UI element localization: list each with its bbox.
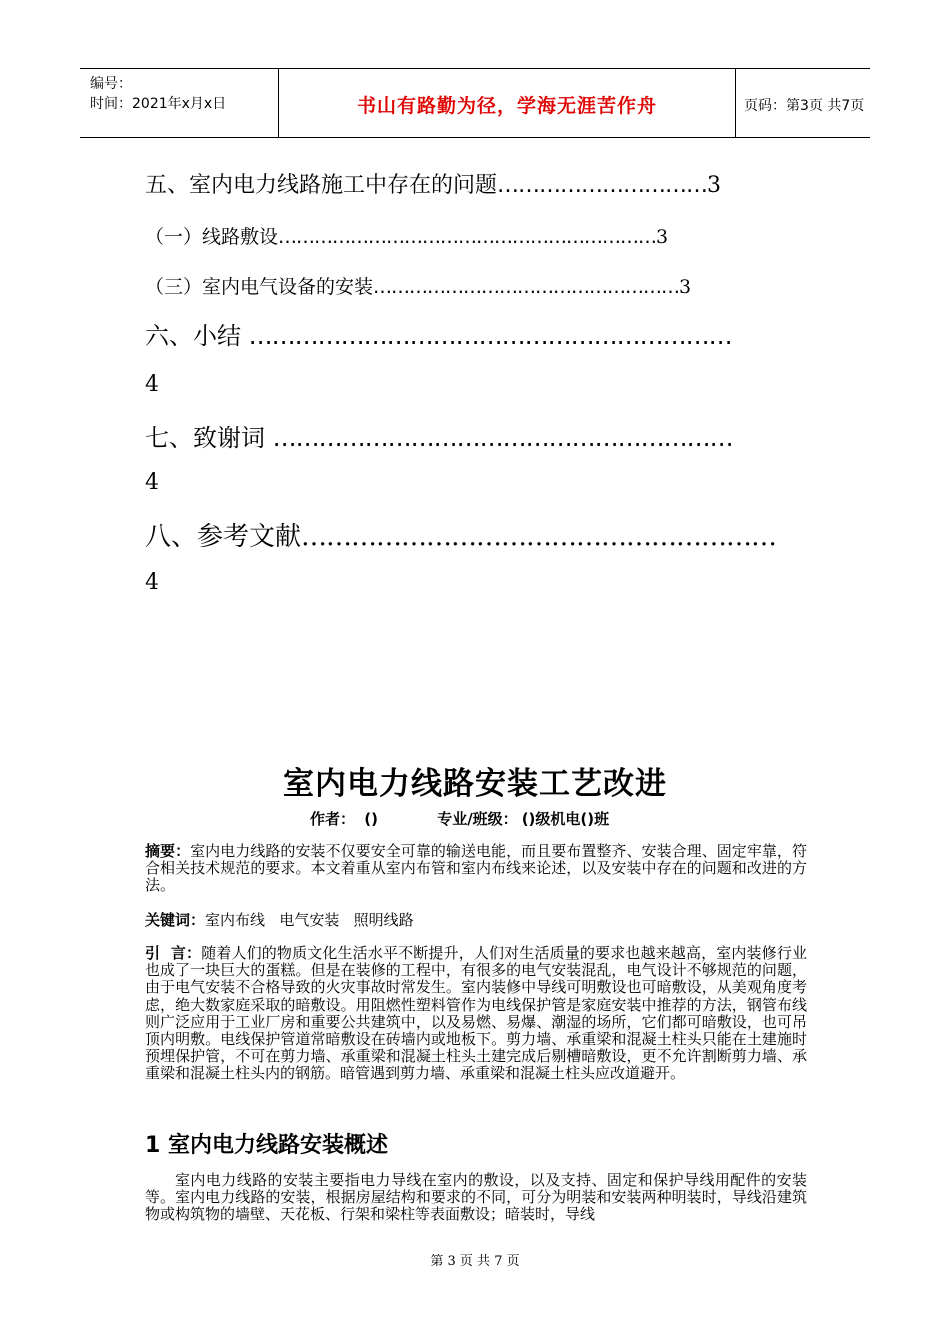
toc-leader-dots: ……………………………………………………… (278, 226, 657, 248)
toc-page-number: 4 (145, 570, 159, 595)
document-time: 时间：2021年x月x日 (90, 96, 227, 112)
abstract-label: 摘要： (145, 842, 191, 860)
abstract-text: 室内电力线路的安装不仅要安全可靠的输送电能，而且要布置整齐、安装合理、固定牢靠，符合相关技术规范的要求。本文着重从室内布管和室内布线来论述，以及安装中存在的问题和改进的方法。 (145, 842, 807, 895)
author-label: 作者： (310, 810, 356, 828)
keywords-label: 关键词： (145, 911, 206, 929)
toc-entry-text: （一）线路敷设 (145, 226, 279, 248)
header-info-cell (80, 69, 279, 137)
author-line (310, 808, 613, 829)
toc-entry-text: 八、参考文献 (145, 522, 302, 552)
page-header (80, 68, 870, 138)
toc-leader-dots: …………………………………………… (373, 276, 680, 298)
toc-leader-dots: ………………………………………………… (301, 522, 777, 552)
toc-entry (145, 316, 732, 351)
intro-label: 引 言： (145, 944, 202, 962)
page-footer: 第 3 页 共 7 页 (430, 1254, 520, 1269)
toc-page-number: 3 (679, 276, 692, 298)
toc-entry-text: 六、小结 (145, 322, 249, 350)
toc-leader-dots: …………………………………………………… (272, 424, 733, 452)
header-page-cell (736, 69, 870, 137)
header-page-number: 页码：第3页 共7页 (744, 98, 865, 114)
toc-page-number: 4 (145, 372, 159, 397)
header-motto: 书山有路勤为径，学海无涯苦作舟 (356, 95, 657, 117)
toc-page-number: 4 (145, 470, 159, 495)
toc-entry-text: 七、致谢词 (145, 424, 273, 452)
toc-entry (145, 272, 691, 299)
section-body-paragraph: 室内电力线路的安装主要指电力导线在室内的敷设，以及支持、固定和保护导线用配件的安装等。室内电力线路的安装，根据房屋结构和要求的不同，可分为明装和安装两种明装时，导线沿建筑物或构筑物的墙壁、天花板、行架和梁柱等表面敷设；暗装时，导线 (145, 1171, 807, 1224)
toc-leader-dots: ………………………… (497, 173, 708, 198)
toc-page-line (145, 470, 159, 495)
document-number: 编号： (90, 76, 132, 92)
toc-entry (145, 418, 733, 453)
keywords-text: 室内布线 电气安装 照明线路 (205, 911, 414, 929)
toc-page-number: 3 (656, 226, 669, 248)
intro-paragraph (145, 945, 807, 1083)
toc-leader-dots: ……………………………………………………… (248, 322, 732, 350)
toc-entry (145, 168, 721, 199)
toc-entry-text: 五、室内电力线路施工中存在的问题 (145, 173, 498, 198)
toc-page-number: 3 (707, 173, 722, 198)
major-label: 专业/班级： (437, 810, 518, 828)
toc-entry (145, 516, 776, 553)
toc-page-line (145, 372, 159, 397)
abstract-paragraph (145, 843, 807, 895)
author-value: () (364, 810, 378, 828)
toc-entry-text: （三）室内电气设备的安装 (145, 276, 374, 298)
header-motto-cell (279, 69, 736, 137)
keywords-paragraph (145, 912, 807, 929)
article-title: 室内电力线路安装工艺改进 (283, 766, 667, 802)
toc-page-line (145, 570, 159, 595)
toc-entry (145, 222, 668, 249)
major-value: ()级机电()班 (521, 810, 610, 828)
section-heading: 1 室内电力线路安装概述 (145, 1133, 388, 1158)
intro-text: 随着人们的物质文化生活水平不断提升，人们对生活质量的要求也越来越高，室内装修行业也成了一块巨大的蛋糕。但是在装修的工程中，有很多的电气安装混乱，电气设计不够规范的问题，由于电气安装不合格导致的火灾事故时常发生。室内装修中导线可明敷设也可暗敷设，从美观角度考虑，绝大数家庭采取的暗敷设。用阻燃性塑料管作为电线保护管是家庭安装中推荐的方法，钢管布线则广泛应用于工业厂房和重要公共建筑中，以及易燃、易爆、潮湿的场所，它们都可暗敷设，也可吊顶内明敷。电线保护管道常暗敷设在砖墙内或地板下。剪力墙、承重梁和混凝土柱头只能在土建施时预埋保护管，不可在剪力墙、承重梁和混凝土柱头土建完成后剔槽暗敷设，更不允许割断剪力墙、承重梁和混凝土柱头内的钢筋。暗管遇到剪力墙、承重梁和混凝土柱头应改道避开。 (145, 944, 807, 1083)
